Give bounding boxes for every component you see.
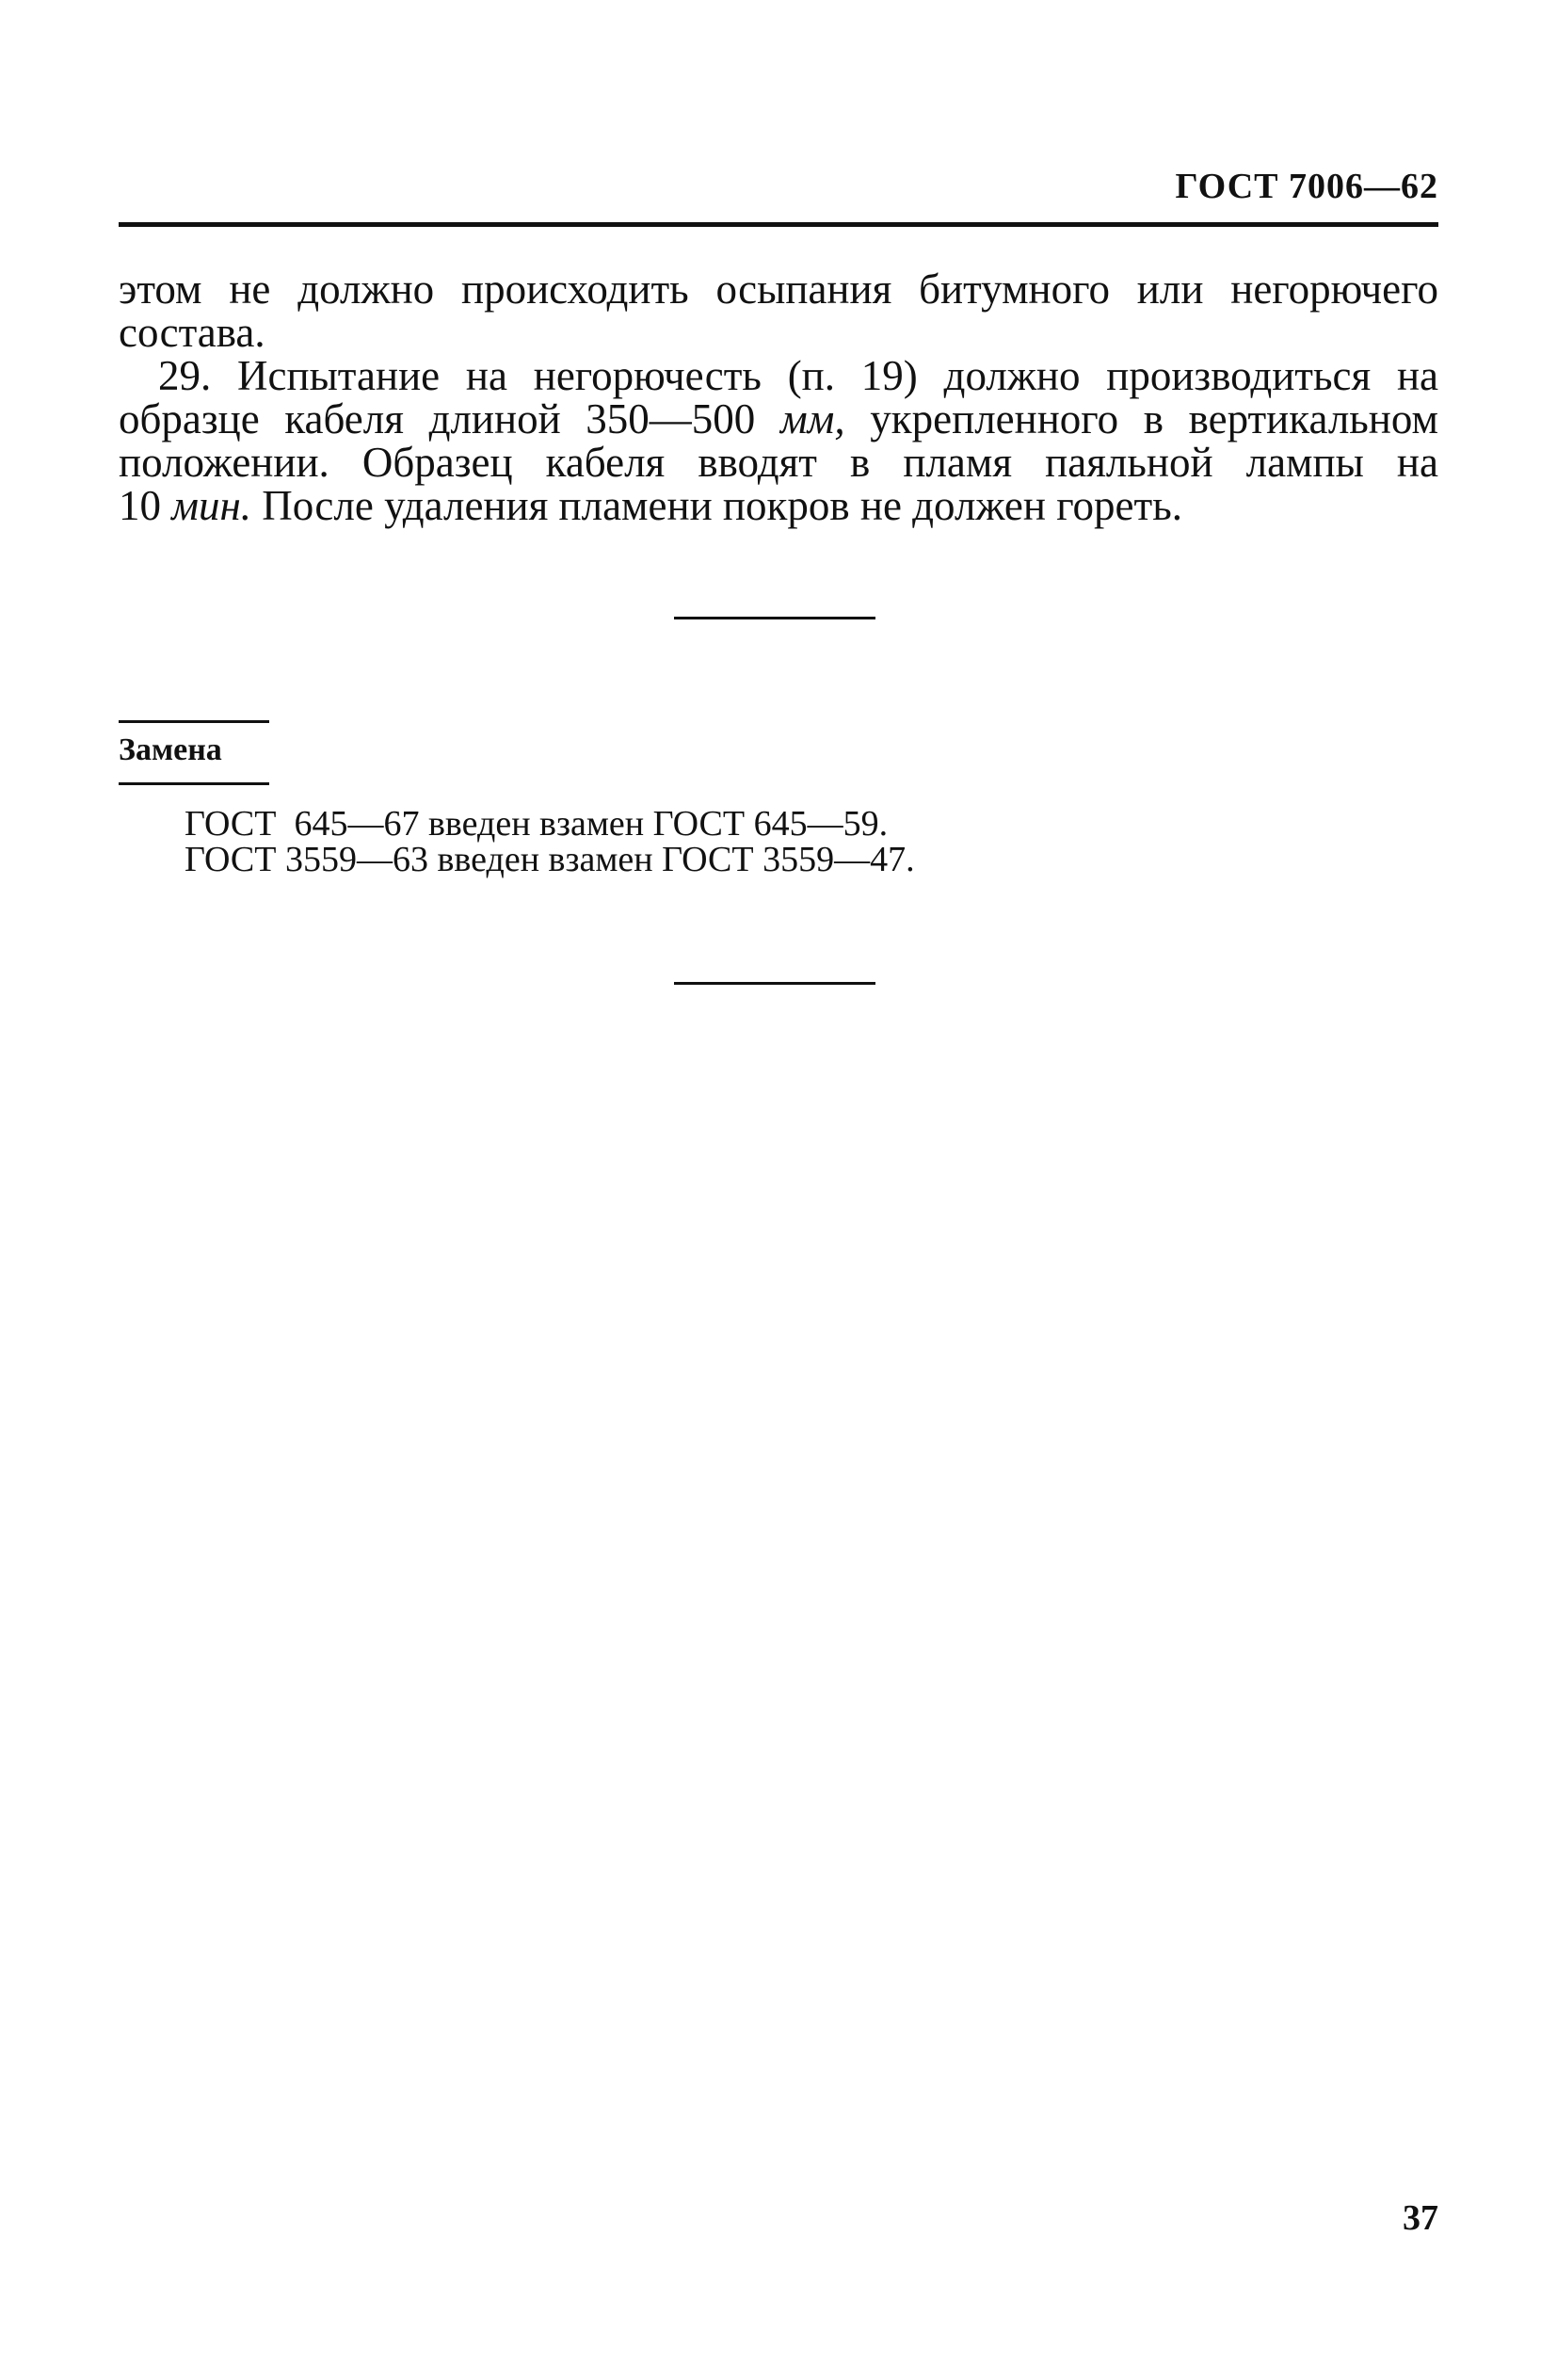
text-line: состава. <box>119 309 265 356</box>
text-fragment: После удаления пламени покров не должен гореть. <box>251 482 1182 529</box>
replacement-item: ГОСТ 645—67 введен взамен ГОСТ 645—59. <box>185 804 889 844</box>
section-separator <box>674 617 875 619</box>
unit-mm: мм, <box>779 395 845 442</box>
text-line: этом не должно происходить осыпания битумного или негорючего <box>119 265 1438 313</box>
document-code: ГОСТ 7006—62 <box>1175 167 1438 206</box>
item-29-line: положении. Образец кабеля вводят в пламя паяльной лампы на <box>119 439 1438 486</box>
text-fragment: 10 <box>119 482 172 529</box>
replacement-list <box>185 806 915 877</box>
end-separator <box>674 982 875 985</box>
item-29-line: 29. Испытание на негорючесть (п. 19) должно производиться на <box>158 352 1438 399</box>
text-fragment: образце кабеля длиной 350—500 <box>119 395 780 442</box>
page-number: 37 <box>1403 2198 1438 2238</box>
item-29-line <box>119 397 1438 441</box>
replacement-item: ГОСТ 3559—63 введен взамен ГОСТ 3559—47. <box>185 840 915 879</box>
unit-min: мин. <box>171 482 252 529</box>
replacement-rule <box>119 720 269 723</box>
body-text <box>119 267 1438 527</box>
item-29-line <box>119 484 1438 527</box>
replacement-rule <box>119 782 269 785</box>
replacement-title: Замена <box>119 732 222 767</box>
header-rule <box>119 222 1438 227</box>
text-fragment: укрепленного в вертикальном <box>844 395 1438 442</box>
